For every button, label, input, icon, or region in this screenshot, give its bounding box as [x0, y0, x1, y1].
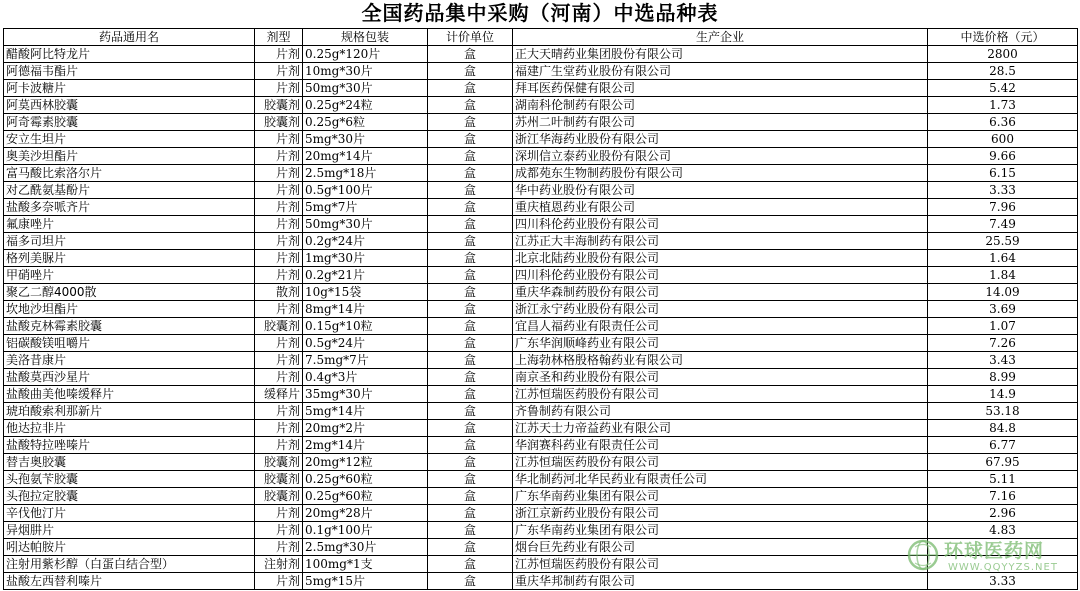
drug-name-cell: 坎地沙坦酯片: [4, 301, 255, 318]
drug-name-cell: 盐酸左西替利嗪片: [4, 573, 255, 590]
column-header: 计价单位: [428, 29, 513, 46]
table-body: [4, 46, 1078, 590]
drug-name-cell: 盐酸莫西沙星片: [4, 369, 255, 386]
table-row: [4, 386, 1078, 403]
spec-cell: 5mg*7片: [303, 199, 428, 216]
price-cell: 25.59: [928, 233, 1078, 250]
spec-cell: 0.25g*60粒: [303, 488, 428, 505]
unit-cell: 盒: [428, 97, 513, 114]
dosage-form-cell: 片剂: [255, 46, 303, 63]
price-cell: 9.66: [928, 148, 1078, 165]
dosage-form-cell: 片剂: [255, 199, 303, 216]
price-cell: 7.96: [928, 199, 1078, 216]
page-title: 全国药品集中采购（河南）中选品种表: [361, 1, 719, 25]
spec-cell: 0.2g*21片: [303, 267, 428, 284]
price-cell: 600: [928, 131, 1078, 148]
drug-name-cell: 阿德福韦酯片: [4, 63, 255, 80]
price-cell: 3.33: [928, 182, 1078, 199]
table-row: [4, 233, 1078, 250]
column-header: 中选价格（元）: [928, 29, 1078, 46]
price-cell: 3.43: [928, 352, 1078, 369]
price-cell: 5.11: [928, 471, 1078, 488]
manufacturer-cell: 华润赛科药业有限责任公司: [513, 437, 928, 454]
unit-cell: 盒: [428, 301, 513, 318]
table-row: [4, 131, 1078, 148]
unit-cell: 盒: [428, 403, 513, 420]
price-cell: 1.73: [928, 97, 1078, 114]
manufacturer-cell: 南京圣和药业股份有限公司: [513, 369, 928, 386]
manufacturer-cell: 正大天晴药业集团股份有限公司: [513, 46, 928, 63]
dosage-form-cell: 片剂: [255, 522, 303, 539]
drug-name-cell: 阿卡波糖片: [4, 80, 255, 97]
drug-name-cell: 他达拉非片: [4, 420, 255, 437]
price-cell: 84.8: [928, 420, 1078, 437]
drug-name-cell: 醋酸阿比特龙片: [4, 46, 255, 63]
dosage-form-cell: 胶囊剂: [255, 318, 303, 335]
unit-cell: 盒: [428, 352, 513, 369]
column-header: 规格包装: [303, 29, 428, 46]
manufacturer-cell: 苏州二叶制药有限公司: [513, 114, 928, 131]
watermark-text: 环球医药网: [944, 540, 1045, 562]
dosage-form-cell: 缓释片: [255, 386, 303, 403]
manufacturer-cell: 江苏恒瑞医药股份有限公司: [513, 386, 928, 403]
unit-cell: 盒: [428, 250, 513, 267]
dosage-form-cell: 片剂: [255, 403, 303, 420]
spec-cell: 20mg*14片: [303, 148, 428, 165]
manufacturer-cell: 重庆华森制药股份有限公司: [513, 284, 928, 301]
table-row: [4, 556, 1078, 573]
unit-cell: 盒: [428, 386, 513, 403]
dosage-form-cell: 片剂: [255, 148, 303, 165]
drug-name-cell: 美洛昔康片: [4, 352, 255, 369]
unit-cell: 盒: [428, 505, 513, 522]
table-row: [4, 352, 1078, 369]
table-row: [4, 471, 1078, 488]
drug-name-cell: 氟康唑片: [4, 216, 255, 233]
table-row: [4, 97, 1078, 114]
manufacturer-cell: 浙江华海药业股份有限公司: [513, 131, 928, 148]
price-cell: 14.9: [928, 386, 1078, 403]
price-cell: 6.77: [928, 437, 1078, 454]
manufacturer-cell: 重庆植恩药业有限公司: [513, 199, 928, 216]
table-row: [4, 573, 1078, 590]
drug-name-cell: 甲硝唑片: [4, 267, 255, 284]
dosage-form-cell: 胶囊剂: [255, 97, 303, 114]
spec-cell: 1mg*30片: [303, 250, 428, 267]
unit-cell: 盒: [428, 335, 513, 352]
price-cell: 1.64: [928, 250, 1078, 267]
dosage-form-cell: 注射剂: [255, 556, 303, 573]
price-cell: [928, 556, 1078, 573]
unit-cell: 盒: [428, 471, 513, 488]
price-cell: 7.16: [928, 488, 1078, 505]
manufacturer-cell: 广东华南药业集团有限公司: [513, 488, 928, 505]
table-row: [4, 437, 1078, 454]
price-cell: [928, 539, 1078, 556]
dosage-form-cell: 片剂: [255, 165, 303, 182]
manufacturer-cell: 广东华润顺峰药业有限公司: [513, 335, 928, 352]
manufacturer-cell: 广东华南药业集团有限公司: [513, 522, 928, 539]
manufacturer-cell: 四川科伦药业股份有限公司: [513, 216, 928, 233]
spec-cell: 0.5g*24片: [303, 335, 428, 352]
table-row: [4, 165, 1078, 182]
price-cell: 3.33: [928, 573, 1078, 590]
drug-name-cell: 注射用紫杉醇（白蛋白结合型）: [4, 556, 255, 573]
price-cell: 6.15: [928, 165, 1078, 182]
unit-cell: 盒: [428, 454, 513, 471]
column-header: 生产企业: [513, 29, 928, 46]
manufacturer-cell: 上海勃林格殷格翰药业有限公司: [513, 352, 928, 369]
dosage-form-cell: 片剂: [255, 539, 303, 556]
unit-cell: 盒: [428, 131, 513, 148]
spec-cell: 0.25g*60粒: [303, 471, 428, 488]
table-row: [4, 420, 1078, 437]
spec-cell: 0.4g*3片: [303, 369, 428, 386]
unit-cell: 盒: [428, 556, 513, 573]
price-cell: 2800: [928, 46, 1078, 63]
unit-cell: 盒: [428, 165, 513, 182]
spec-cell: 2.5mg*30片: [303, 539, 428, 556]
table-row: [4, 216, 1078, 233]
table-row: [4, 369, 1078, 386]
unit-cell: 盒: [428, 233, 513, 250]
spec-cell: 0.25g*120片: [303, 46, 428, 63]
dosage-form-cell: 散剂: [255, 284, 303, 301]
table-row: [4, 46, 1078, 63]
spec-cell: 0.1g*100片: [303, 522, 428, 539]
manufacturer-cell: 浙江永宁药业股份有限公司: [513, 301, 928, 318]
unit-cell: 盒: [428, 318, 513, 335]
drug-name-cell: 阿奇霉素胶囊: [4, 114, 255, 131]
manufacturer-cell: 湖南科伦制药有限公司: [513, 97, 928, 114]
manufacturer-cell: 华北制药河北华民药业有限责任公司: [513, 471, 928, 488]
dosage-form-cell: 片剂: [255, 250, 303, 267]
table-row: [4, 250, 1078, 267]
spec-cell: 10g*15袋: [303, 284, 428, 301]
drug-name-cell: 对乙酰氨基酚片: [4, 182, 255, 199]
dosage-form-cell: 片剂: [255, 573, 303, 590]
spec-cell: 50mg*30片: [303, 216, 428, 233]
price-cell: 7.49: [928, 216, 1078, 233]
watermark-url: WWW.QQYYZS.NET: [948, 562, 1058, 573]
manufacturer-cell: 烟台巨先药业有限公司: [513, 539, 928, 556]
drug-name-cell: 富马酸比索洛尔片: [4, 165, 255, 182]
manufacturer-cell: 福建广生堂药业股份有限公司: [513, 63, 928, 80]
price-cell: 2.96: [928, 505, 1078, 522]
drug-name-cell: 盐酸克林霉素胶囊: [4, 318, 255, 335]
dosage-form-cell: 片剂: [255, 233, 303, 250]
dosage-form-cell: 片剂: [255, 352, 303, 369]
unit-cell: 盒: [428, 284, 513, 301]
drug-name-cell: 盐酸曲美他嗪缓释片: [4, 386, 255, 403]
table-row: [4, 335, 1078, 352]
dosage-form-cell: 胶囊剂: [255, 488, 303, 505]
dosage-form-cell: 片剂: [255, 505, 303, 522]
column-header: 药品通用名: [4, 29, 255, 46]
column-header: 剂型: [255, 29, 303, 46]
spec-cell: 0.15g*10粒: [303, 318, 428, 335]
drug-table: [3, 28, 1078, 590]
manufacturer-cell: 成都苑东生物制药股份有限公司: [513, 165, 928, 182]
manufacturer-cell: 拜耳医药保健有限公司: [513, 80, 928, 97]
table-row: [4, 522, 1078, 539]
unit-cell: 盒: [428, 369, 513, 386]
dosage-form-cell: 片剂: [255, 131, 303, 148]
spec-cell: 100mg*1支: [303, 556, 428, 573]
dosage-form-cell: 胶囊剂: [255, 454, 303, 471]
table-row: [4, 539, 1078, 556]
dosage-form-cell: 胶囊剂: [255, 114, 303, 131]
dosage-form-cell: 片剂: [255, 301, 303, 318]
table-row: [4, 488, 1078, 505]
dosage-form-cell: 片剂: [255, 182, 303, 199]
table-row: [4, 267, 1078, 284]
spec-cell: 5mg*14片: [303, 403, 428, 420]
table-row: [4, 114, 1078, 131]
drug-name-cell: 头孢拉定胶囊: [4, 488, 255, 505]
spec-cell: 2mg*14片: [303, 437, 428, 454]
dosage-form-cell: 片剂: [255, 437, 303, 454]
manufacturer-cell: 北京北陆药业股份有限公司: [513, 250, 928, 267]
unit-cell: 盒: [428, 573, 513, 590]
manufacturer-cell: 江苏天士力帝益药业有限公司: [513, 420, 928, 437]
unit-cell: 盒: [428, 267, 513, 284]
drug-name-cell: 头孢氨苄胶囊: [4, 471, 255, 488]
spec-cell: 5mg*30片: [303, 131, 428, 148]
unit-cell: 盒: [428, 80, 513, 97]
drug-name-cell: 盐酸特拉唑嗪片: [4, 437, 255, 454]
unit-cell: 盒: [428, 63, 513, 80]
table-row: [4, 301, 1078, 318]
price-cell: 6.36: [928, 114, 1078, 131]
dosage-form-cell: 片剂: [255, 63, 303, 80]
manufacturer-cell: 华中药业股份有限公司: [513, 182, 928, 199]
drug-name-cell: 吲达帕胺片: [4, 539, 255, 556]
dosage-form-cell: 片剂: [255, 369, 303, 386]
drug-name-cell: 安立生坦片: [4, 131, 255, 148]
drug-name-cell: 福多司坦片: [4, 233, 255, 250]
spec-cell: 2.5mg*18片: [303, 165, 428, 182]
table-row: [4, 284, 1078, 301]
spec-cell: 50mg*30片: [303, 80, 428, 97]
price-cell: 53.18: [928, 403, 1078, 420]
drug-name-cell: 聚乙二醇4000散: [4, 284, 255, 301]
table-row: [4, 80, 1078, 97]
table-row: [4, 318, 1078, 335]
manufacturer-cell: 江苏恒瑞医药股份有限公司: [513, 454, 928, 471]
unit-cell: 盒: [428, 46, 513, 63]
spec-cell: 20mg*12粒: [303, 454, 428, 471]
manufacturer-cell: 宜昌人福药业有限责任公司: [513, 318, 928, 335]
manufacturer-cell: 深圳信立泰药业股份有限公司: [513, 148, 928, 165]
table-row: [4, 148, 1078, 165]
manufacturer-cell: 齐鲁制药有限公司: [513, 403, 928, 420]
table-row: [4, 199, 1078, 216]
unit-cell: 盒: [428, 437, 513, 454]
dosage-form-cell: 胶囊剂: [255, 471, 303, 488]
manufacturer-cell: 江苏正大丰海制药有限公司: [513, 233, 928, 250]
spec-cell: 0.5g*100片: [303, 182, 428, 199]
spec-cell: 0.2g*24片: [303, 233, 428, 250]
drug-name-cell: 异烟肼片: [4, 522, 255, 539]
unit-cell: 盒: [428, 182, 513, 199]
price-cell: 8.99: [928, 369, 1078, 386]
drug-name-cell: 铝碳酸镁咀嚼片: [4, 335, 255, 352]
price-cell: 14.09: [928, 284, 1078, 301]
price-cell: 7.26: [928, 335, 1078, 352]
dosage-form-cell: 片剂: [255, 80, 303, 97]
unit-cell: 盒: [428, 199, 513, 216]
unit-cell: 盒: [428, 488, 513, 505]
manufacturer-cell: 重庆华邦制药有限公司: [513, 573, 928, 590]
price-cell: 4.83: [928, 522, 1078, 539]
unit-cell: 盒: [428, 114, 513, 131]
table-row: [4, 505, 1078, 522]
manufacturer-cell: 四川科伦药业股份有限公司: [513, 267, 928, 284]
manufacturer-cell: 江苏恒瑞医药股份有限公司: [513, 556, 928, 573]
unit-cell: 盒: [428, 420, 513, 437]
spec-cell: 5mg*15片: [303, 573, 428, 590]
table-row: [4, 403, 1078, 420]
spec-cell: 8mg*14片: [303, 301, 428, 318]
spec-cell: 10mg*30片: [303, 63, 428, 80]
drug-name-cell: 奥美沙坦酯片: [4, 148, 255, 165]
price-cell: 5.42: [928, 80, 1078, 97]
spec-cell: 35mg*30片: [303, 386, 428, 403]
spec-cell: 0.25g*6粒: [303, 114, 428, 131]
spec-cell: 20mg*2片: [303, 420, 428, 437]
dosage-form-cell: 片剂: [255, 267, 303, 284]
price-cell: 1.07: [928, 318, 1078, 335]
drug-name-cell: 琥珀酸索利那新片: [4, 403, 255, 420]
price-cell: 1.84: [928, 267, 1078, 284]
unit-cell: 盒: [428, 522, 513, 539]
price-cell: 3.69: [928, 301, 1078, 318]
table-row: [4, 454, 1078, 471]
drug-name-cell: 格列美脲片: [4, 250, 255, 267]
table-header-row: [4, 29, 1078, 46]
table-row: [4, 63, 1078, 80]
price-cell: 28.5: [928, 63, 1078, 80]
spec-cell: 20mg*28片: [303, 505, 428, 522]
drug-name-cell: 阿莫西林胶囊: [4, 97, 255, 114]
drug-name-cell: 替吉奥胶囊: [4, 454, 255, 471]
drug-name-cell: 盐酸多奈哌齐片: [4, 199, 255, 216]
dosage-form-cell: 片剂: [255, 420, 303, 437]
table-row: [4, 182, 1078, 199]
price-cell: 67.95: [928, 454, 1078, 471]
manufacturer-cell: 浙江京新药业股份有限公司: [513, 505, 928, 522]
unit-cell: 盒: [428, 148, 513, 165]
dosage-form-cell: 片剂: [255, 335, 303, 352]
spec-cell: 7.5mg*7片: [303, 352, 428, 369]
unit-cell: 盒: [428, 216, 513, 233]
dosage-form-cell: 片剂: [255, 216, 303, 233]
spec-cell: 0.25g*24粒: [303, 97, 428, 114]
unit-cell: 盒: [428, 539, 513, 556]
drug-name-cell: 辛伐他汀片: [4, 505, 255, 522]
